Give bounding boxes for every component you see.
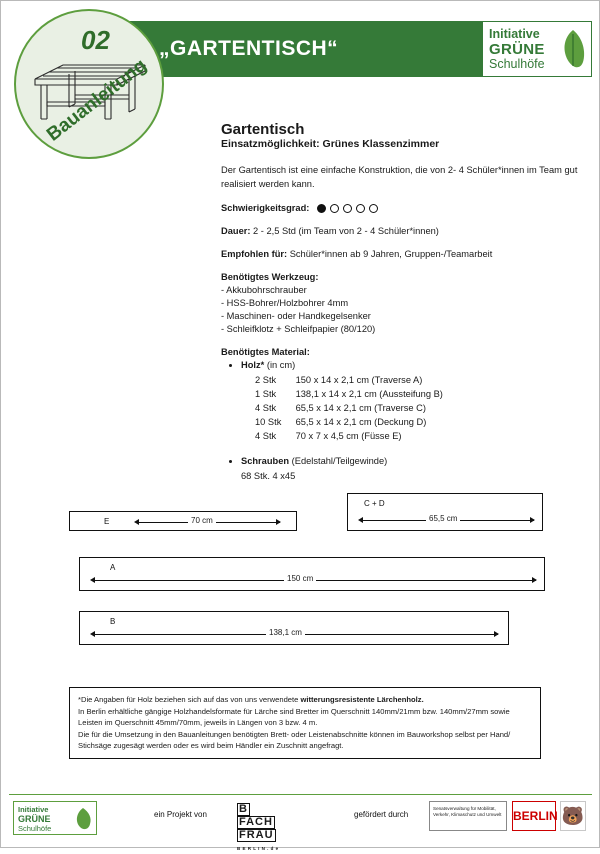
wood-desc: 65,5 x 14 x 2,1 cm (Traverse C) (295, 403, 426, 413)
wood-qty: 10 Stk (255, 417, 282, 427)
intro-text: Der Gartentisch ist eine einfache Konstruktion, die von 2- 4 Schüler*innen im Team gut realisiert werden kann. (221, 165, 578, 189)
plank-E-label: E (104, 517, 110, 526)
fachfrau-row-2 (237, 816, 279, 829)
wood-unit: (in cm) (266, 360, 296, 370)
duration-value: 2 - 2,5 Std (im Team von 2 - 4 Schüler*innen) (253, 226, 439, 236)
senat-logo: Senatsverwaltung für Mobilität, Verkehr, Klimaschutz und Umwelt (429, 801, 507, 831)
table-row (255, 388, 581, 401)
plank-A (79, 557, 545, 591)
project-subtitle (221, 138, 581, 151)
plank-CD (347, 493, 543, 531)
plank-CD-arrow-left (358, 517, 363, 523)
logo-line-2: GRÜNE (489, 41, 545, 58)
project-by-label: ein Projekt von (154, 810, 207, 819)
document-footer (9, 794, 592, 851)
wood-qty: 2 Stk (255, 375, 277, 385)
footnote-line-2: In Berlin erhältliche gängige Holzhandelsformate für Lärche sind Bretter im Querschnitt 140mm/21mm bzw. 140mm/27mm sowie (78, 706, 510, 716)
duration-row (221, 225, 581, 238)
tool-item: - Akkubohrschrauber (221, 285, 307, 295)
material-list (233, 359, 581, 443)
difficulty-dot-3 (343, 204, 352, 213)
initiative-logo-text (489, 27, 545, 72)
footnote-line-1 (78, 694, 532, 706)
funded-by-label: gefördert durch (354, 810, 409, 819)
wood-desc: 70 x 7 x 4,5 cm (Füsse E) (295, 431, 402, 441)
footnote-line-5: Stichsäge zugesägt werden oder es wird beim Händler ein Zuschnitt angefragt. (78, 741, 344, 750)
tools-label: Benötigtes Werkzeug: (221, 272, 319, 282)
footnote-line-1b: witterungsresistente Lärchenholz. (300, 695, 424, 704)
plank-B-dimension: 138,1 cm (266, 628, 305, 637)
recommended-row (221, 248, 581, 261)
fachfrau-logo (237, 803, 279, 854)
plank-A-dimension: 150 cm (284, 574, 316, 583)
wood-table (255, 374, 581, 443)
leaf-icon (559, 28, 587, 72)
recommended-value: Schüler*innen ab 9 Jahren, Gruppen-/Teamarbeit (289, 249, 493, 259)
screws-value: 68 Stk. 4 x45 (241, 471, 296, 481)
subtitle-label: Einsatzmöglichkeit: (221, 138, 320, 150)
plank-E-arrow-left (134, 519, 139, 525)
fachfrau-sub: B E R L I N . d e (237, 846, 279, 851)
badge-number: 02 (81, 25, 110, 55)
footer-logo-line-1: Initiative (18, 805, 49, 814)
material-wood (241, 359, 581, 443)
duration-label: Dauer: (221, 226, 251, 236)
wood-qty: 4 Stk (255, 431, 277, 441)
table-row (255, 402, 581, 415)
plank-B-label: B (110, 617, 116, 626)
fachfrau-row-3 (237, 829, 279, 842)
plank-B-arrow-right (494, 631, 499, 637)
table-row (255, 416, 581, 429)
wood-desc: 65,5 x 14 x 2,1 cm (Deckung D) (295, 417, 427, 427)
berlin-logo: BERLIN (512, 801, 556, 831)
fachfrau-b: B (239, 803, 248, 815)
difficulty-dot-5 (369, 204, 378, 213)
subtitle-value: Grünes Klassenzimmer (322, 138, 440, 150)
wood-desc: 138,1 x 14 x 2,1 cm (Aussteifung B) (295, 389, 443, 399)
table-row (255, 430, 581, 443)
plank-A-arrow-left (90, 577, 95, 583)
fachfrau-frau: FRAU (239, 829, 274, 841)
footer-logo-line-2: GRÜNE (18, 813, 51, 824)
plank-CD-dimension: 65,5 cm (426, 514, 460, 523)
footnote-line-4: Die für die Umsetzung in den Bauanleitungen benötigten Brett- oder Leistenabschnitte können im Bauworkshop selbst per Hand/ (78, 729, 511, 739)
difficulty-dots (317, 204, 378, 213)
plank-E-dimension: 70 cm (188, 516, 216, 525)
footnote-box (69, 687, 541, 759)
plank-B-arrow-left (90, 631, 95, 637)
footer-logo-line-3: Schulhöfe (18, 824, 52, 833)
fachfrau-row-1 (237, 803, 279, 816)
initiative-logo (482, 21, 592, 77)
tool-item: - Schleifklotz + Schleifpapier (80/120) (221, 324, 376, 334)
logo-line-1: Initiative (489, 27, 540, 41)
plank-E-arrow-right (276, 519, 281, 525)
fachfrau-fach: FACH (239, 816, 273, 828)
logo-line-3: Schulhöfe (489, 57, 545, 71)
tool-item: - Maschinen- oder Handkegelsenker (221, 311, 371, 321)
screws-list (233, 455, 581, 483)
wood-desc: 150 x 14 x 2,1 cm (Traverse A) (295, 375, 423, 385)
plank-E (69, 511, 297, 531)
wood-qty: 4 Stk (255, 403, 277, 413)
difficulty-dot-2 (330, 204, 339, 213)
recommended-label: Empfohlen für: (221, 249, 288, 259)
project-title: Gartentisch (221, 121, 305, 138)
tools-section (221, 271, 581, 336)
material-screws (241, 455, 581, 483)
screws-label: Schrauben (241, 456, 290, 466)
wood-qty: 1 Stk (255, 389, 277, 399)
material-section (221, 346, 581, 483)
footnote-line-3: Leisten im Querschnitt 45mm/70mm, jeweils in Längen von 3 bzw. 4 m. (78, 718, 318, 727)
difficulty-row (221, 202, 581, 215)
table-row (255, 374, 581, 387)
main-content (221, 123, 581, 485)
difficulty-dot-4 (356, 204, 365, 213)
plank-CD-label: C + D (364, 499, 385, 508)
plank-A-label: A (110, 563, 116, 572)
difficulty-dot-1 (317, 204, 326, 213)
plank-B (79, 611, 509, 645)
berlin-bear-icon: 🐻 (560, 801, 586, 831)
badge-bauanleitung-label: Bauanleitung (43, 54, 151, 146)
plank-CD-arrow-right (530, 517, 535, 523)
screws-note: (Edelstahl/Teilgewinde) (291, 456, 388, 466)
tool-item: - HSS-Bohrer/Holzbohrer 4mm (221, 298, 349, 308)
difficulty-label: Schwierigkeitsgrad: (221, 203, 310, 213)
footer-logo-text (18, 805, 51, 834)
footer-initiative-logo (13, 801, 97, 835)
footnote-line-1a: *Die Angaben für Holz beziehen sich auf das von uns verwendete (78, 695, 301, 704)
plank-A-arrow-right (532, 577, 537, 583)
footer-leaf-icon (73, 807, 93, 831)
page-title: „GARTENTISCH“ (159, 37, 339, 60)
material-label: Benötigtes Material: (221, 347, 310, 357)
bauanleitung-badge (9, 9, 199, 199)
wood-label: Holz* (241, 360, 265, 370)
